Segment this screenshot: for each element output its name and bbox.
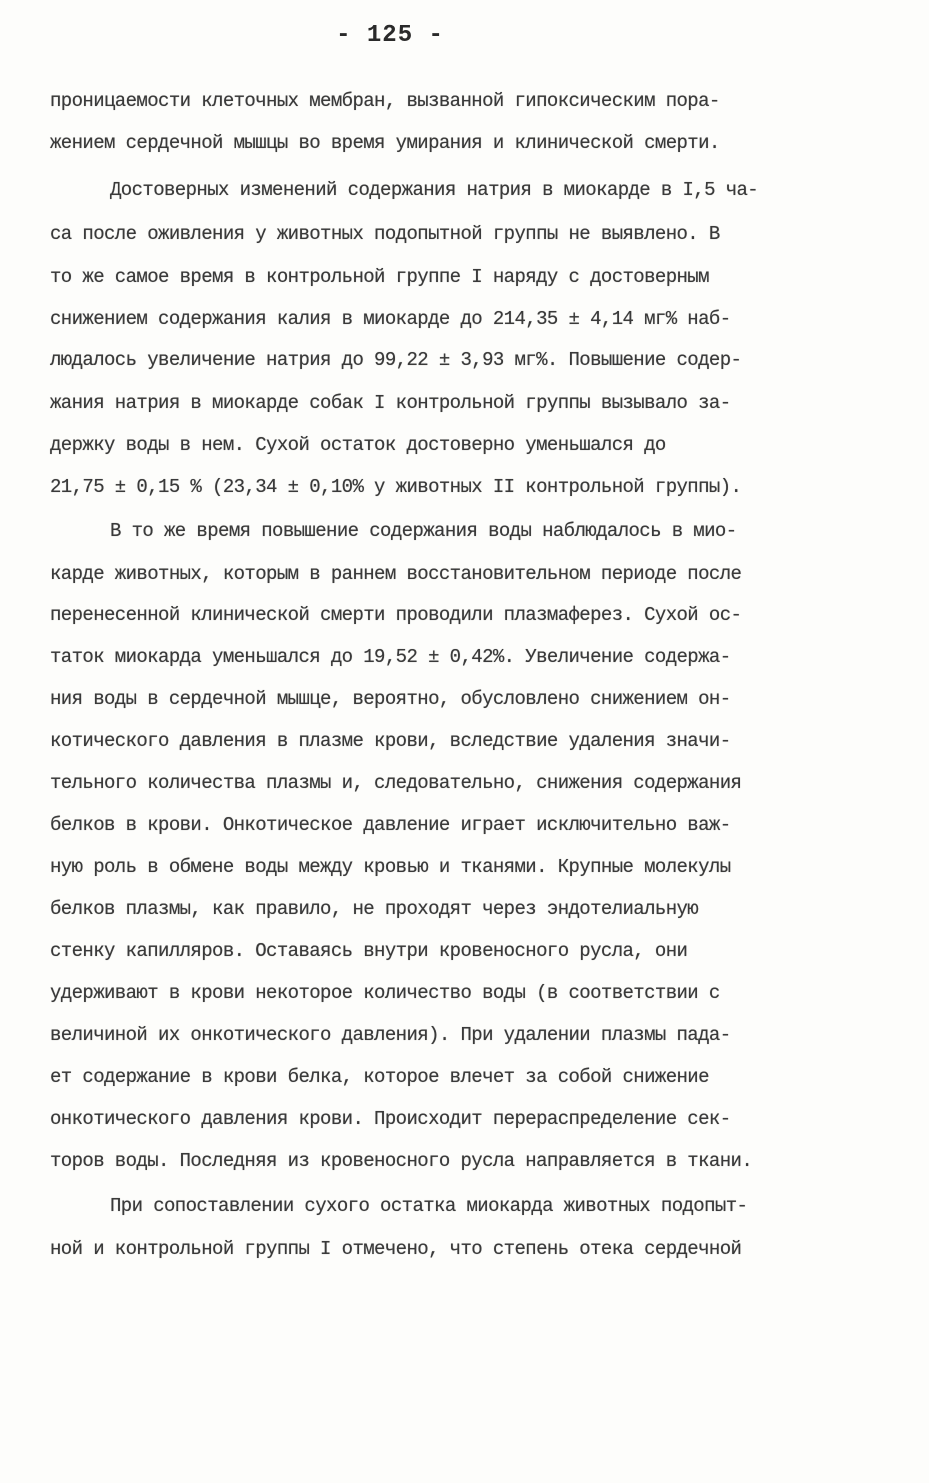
text-line: котического давления в плазме крови, вследствие удаления значи- <box>50 730 731 752</box>
text-line: ную роль в обмене воды между кровью и тканями. Крупные молекулы <box>50 856 731 878</box>
text-line: карде животных, которым в раннем восстановительном периоде после <box>50 563 742 585</box>
text-line: удерживают в крови некоторое количество воды (в соответствии с <box>50 982 720 1004</box>
text-line: Достоверных изменений содержания натрия в миокарде в I,5 ча- <box>110 179 759 201</box>
text-line: людалось увеличение натрия до 99,22 ± 3,93 мг%. Повышение содер- <box>50 349 742 371</box>
text-line: то же самое время в контрольной группе I наряду с достоверным <box>50 266 709 288</box>
text-line: снижением содержания калия в миокарде до 214,35 ± 4,14 мг% наб- <box>50 308 731 330</box>
text-line: жением сердечной мышцы во время умирания и клинической смерти. <box>50 132 720 154</box>
text-line: проницаемости клеточных мембран, вызванной гипоксическим пора- <box>50 90 720 112</box>
page-number: - 125 - <box>336 22 444 49</box>
text-line: онкотического давления крови. Происходит перераспределение сек- <box>50 1108 731 1130</box>
text-line: ет содержание в крови белка, которое влечет за собой снижение <box>50 1066 709 1088</box>
text-line: стенку капилляров. Оставаясь внутри кровеносного русла, они <box>50 940 688 962</box>
text-line: белков в крови. Онкотическое давление играет исключительно важ- <box>50 814 731 836</box>
text-line: 21,75 ± 0,15 % (23,34 ± 0,10% у животных II контрольной группы). <box>50 476 742 498</box>
text-line: ния воды в сердечной мышце, вероятно, обусловлено снижением он- <box>50 688 731 710</box>
text-line: белков плазмы, как правило, не проходят через эндотелиальную <box>50 898 699 920</box>
text-line: величиной их онкотического давления). При удалении плазмы пада- <box>50 1024 731 1046</box>
text-line: В то же время повышение содержания воды наблюдалось в мио- <box>110 520 737 542</box>
text-line: При сопоставлении сухого остатка миокарда животных подопыт- <box>110 1195 748 1217</box>
text-line: са после оживления у животных подопытной группы не выявлено. В <box>50 223 720 245</box>
text-line: перенесенной клинической смерти проводили плазмаферез. Сухой ос- <box>50 604 742 626</box>
text-line: ной и контрольной группы I отмечено, что степень отека сердечной <box>50 1238 742 1260</box>
text-line: тельного количества плазмы и, следовательно, снижения содержания <box>50 772 742 794</box>
text-line: торов воды. Последняя из кровеносного русла направляется в ткани. <box>50 1150 753 1172</box>
text-line: держку воды в нем. Сухой остаток достоверно уменьшался до <box>50 434 666 456</box>
text-line: жания натрия в миокарде собак I контрольной группы вызывало за- <box>50 392 731 414</box>
text-line: таток миокарда уменьшался до 19,52 ± 0,42%. Увеличение содержа- <box>50 646 731 668</box>
